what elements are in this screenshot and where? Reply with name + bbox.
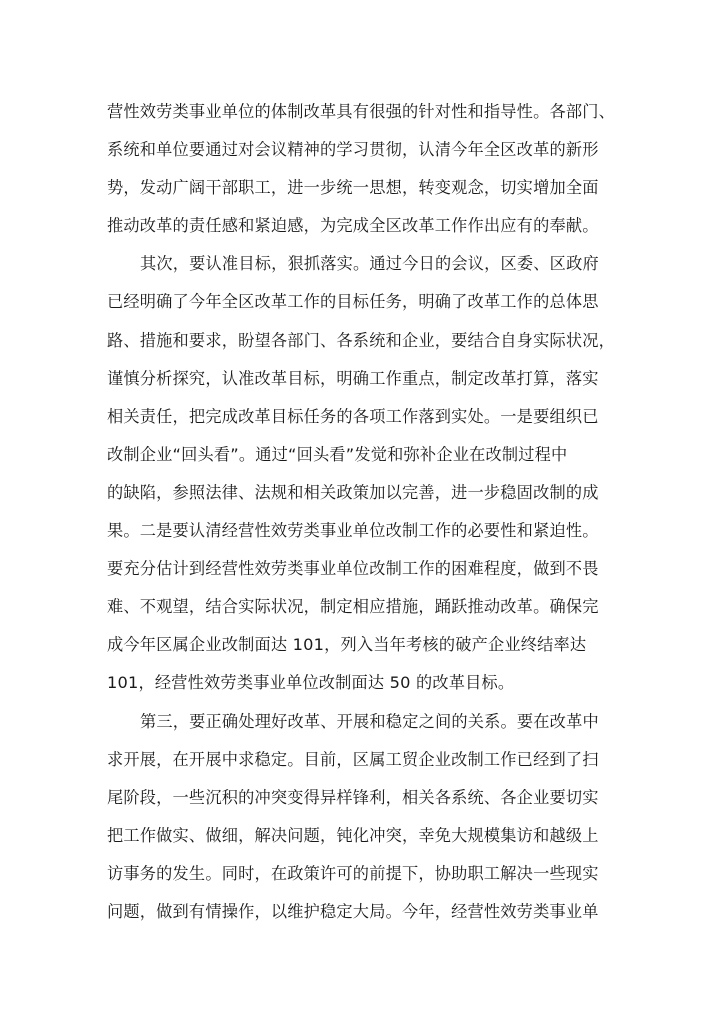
text-line: 已经明确了今年全区改革工作的目标任务，明确了改革工作的总体思: [107, 292, 599, 312]
paragraph-start-line: 其次，要认准目标，狠抓落实。通过今日的会议，区委、区政府: [140, 254, 599, 274]
text-line: 相关责任，把完成改革目标任务的各项工作落到实处。一是要组织已: [107, 406, 599, 426]
text-line: 要充分估计到经营性效劳类事业单位改制工作的困难程度，做到不畏: [107, 559, 599, 579]
text-line: 访事务的发生。同时，在政策许可的前提下，协助职工解决一些现实: [107, 863, 599, 883]
text-line: 101，经营性效劳类事业单位改制面达 50 的改革目标。: [107, 673, 515, 693]
text-line: 谨慎分析探究，认准改革目标，明确工作重点，制定改革打算，落实: [107, 368, 599, 388]
text-line: 路、措施和要求，盼望各部门、各系统和企业，要结合自身实际状况，: [107, 330, 616, 350]
body-text: [107, 93, 627, 931]
text-line: 成今年区属企业改制面达 101，列入当年考核的破产企业终结率达: [107, 635, 587, 655]
text-line: 改制企业“回头看”。通过“回头看”发觉和弥补企业在改制过程中: [107, 444, 568, 464]
text-line: 推动改革的责任感和紧迫感，为完成全区改革工作作出应有的奉献。: [107, 216, 599, 236]
text-line: 尾阶段，一些沉积的冲突变得异样锋利，相关各系统、各企业要切实: [107, 787, 599, 807]
text-line: 问题，做到有情操作，以维护稳定大局。今年，经营性效劳类事业单: [107, 901, 599, 921]
text-line: 势，发动广阔干部职工，进一步统一思想，转变观念，切实增加全面: [107, 178, 599, 198]
paragraph-start-line: 第三，要正确处理好改革、开展和稳定之间的关系。要在改革中: [140, 711, 599, 731]
text-line: 系统和单位要通过对会议精神的学习贯彻，认清今年全区改革的新形: [107, 140, 599, 160]
text-line: 的缺陷，参照法律、法规和相关政策加以完善，进一步稳固改制的成: [107, 482, 599, 502]
text-line: 营性效劳类事业单位的体制改革具有很强的针对性和指导性。各部门、: [107, 102, 616, 121]
text-line: 求开展，在开展中求稳定。目前，区属工贸企业改制工作已经到了扫: [107, 749, 599, 769]
text-line: 把工作做实、做细，解决问题，钝化冲突，幸免大规模集访和越级上: [107, 825, 599, 845]
text-line: 果。二是要认清经营性效劳类事业单位改制工作的必要性和紧迫性。: [107, 521, 599, 541]
text-line: 难、不观望，结合实际状况，制定相应措施，踊跃推动改革。确保完: [107, 597, 599, 617]
